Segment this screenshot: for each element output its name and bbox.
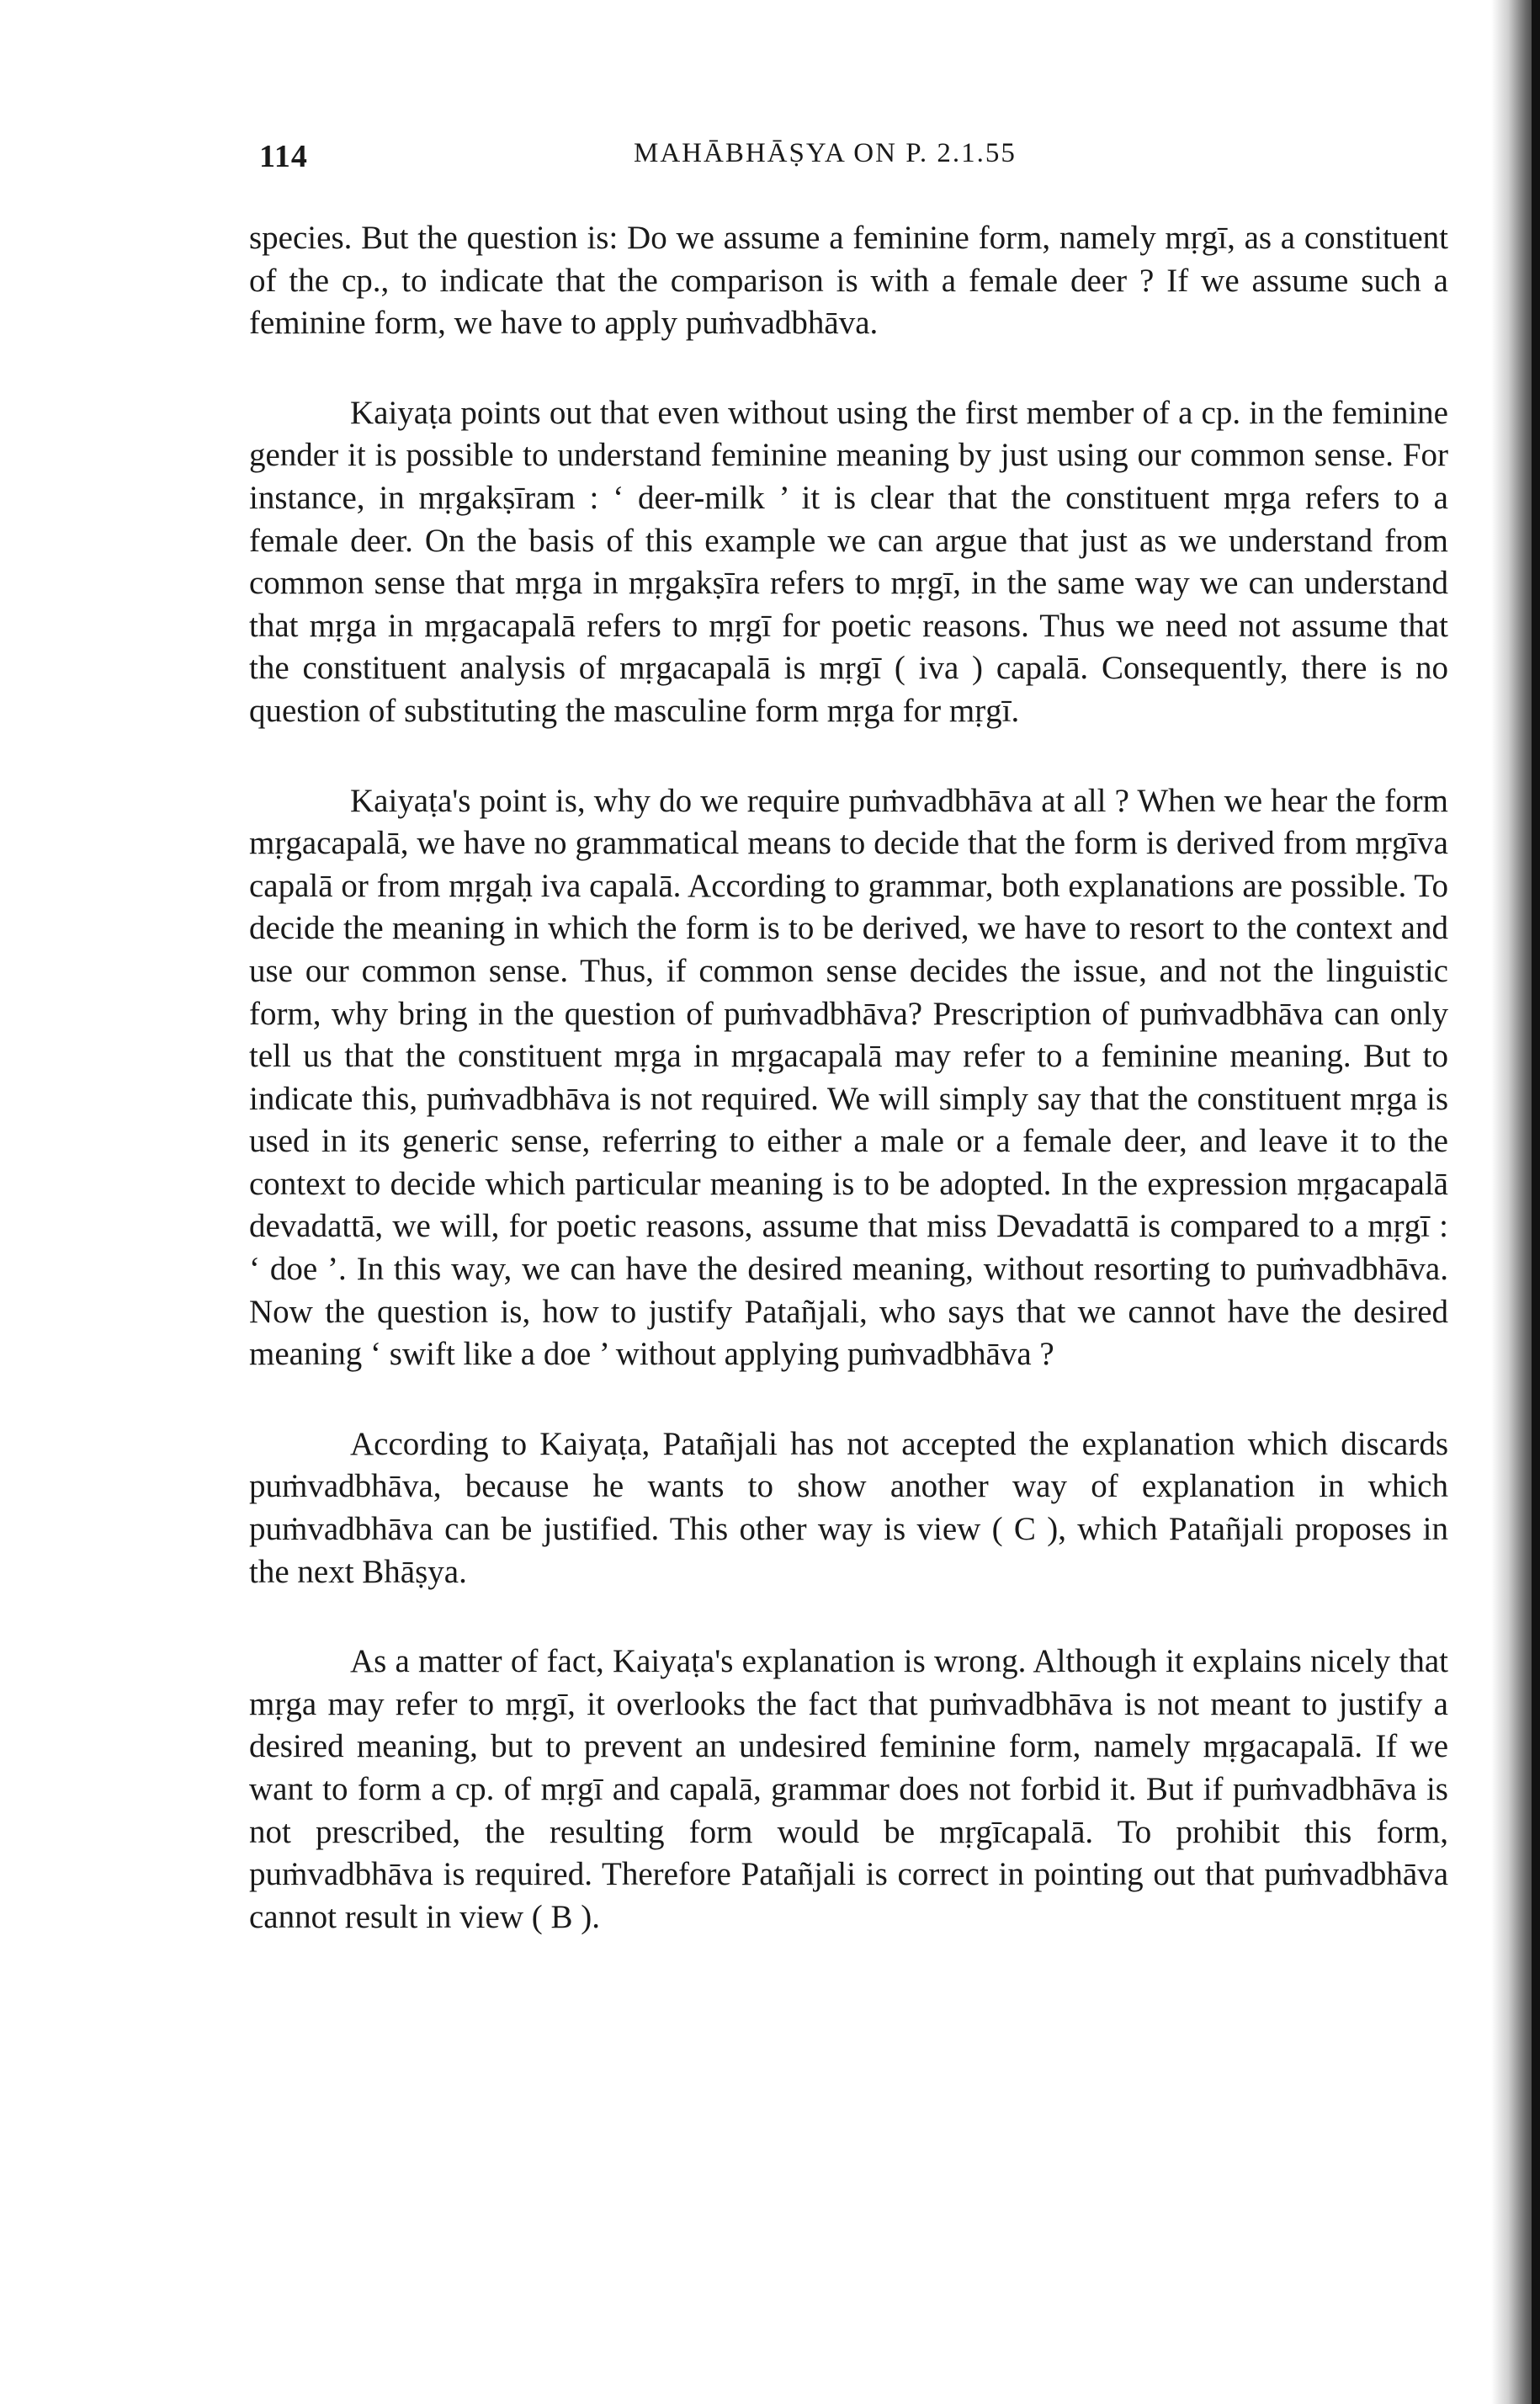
paragraph-2: Kaiyaṭa points out that even without using the first member of a cp. in the feminine gender it is possible to understand feminine meaning by just using our common sense. For instance, in mṛgakṣīram : ‘ deer-milk ’ it is clear that the constituent mṛga refers to a female deer. On the basis of this example we can argue that just as we understand from common sense that mṛga in mṛgakṣīra refers to mṛgī, in the same way we can understand that mṛga in mṛgacapalā refers to mṛgī for poetic reasons. Thus we need not assume that the constituent analysis of mṛgacapalā is mṛgī ( iva ) capalā. Consequently, there is no question of substituting the masculine form mṛga for mṛgī. — [249, 394, 1448, 729]
page-header — [259, 133, 1437, 183]
running-head: MAHĀBHĀṢYA ON P. 2.1.55 — [634, 138, 1017, 168]
body-text — [249, 217, 1448, 1939]
paragraph-3: Kaiyaṭa's point is, why do we require puṁvadbhāva at all ? When we hear the form mṛgacapalā, we have no grammatical means to decide that the form is derived from mṛgīva capalā or from mṛgaḥ iva capalā. According to grammar, both explanations are possible. To decide the meaning in which the form is to be derived, we have to resort to the context and use our common sense. Thus, if common sense decides the issue, and not the linguistic form, why bring in the question of puṁvadbhāva? Prescription of puṁvadbhāva can only tell us that the constituent mṛga in mṛgacapalā may refer to a feminine meaning. But to indicate this, puṁvadbhāva is not required. We will simply say that the constituent mṛga is used in its generic sense, referring to either a male or a female deer, and leave it to the context to decide which particular meaning is to be adopted. In the expression mṛgacapalā devadattā, we will, for poetic reasons, assume that miss Devadattā is compared to a mṛgī : ‘ doe ’. In this way, we can have the desired meaning, without resorting to puṁvadbhāva. Now the question is, how to justify Patañjali, who says that we cannot have the desired meaning ‘ swift like a doe ’ without applying puṁvadbhāva ? — [249, 782, 1448, 1373]
paragraph-4: According to Kaiyaṭa, Patañjali has not accepted the explanation which discards puṁvadbhāva, because he wants to show another way of explanation in which puṁvadbhāva can be justified. This other way is view ( C ), which Patañjali proposes in the next Bhāṣya. — [249, 1425, 1448, 1590]
page-edge-binding — [1532, 0, 1540, 2404]
paragraph-1: species. But the question is: Do we assume a feminine form, namely mṛgī, as a constituent of the cp., to indicate that the comparison is with a female deer ? If we assume such a feminine form, we have to apply puṁvadbhāva. — [249, 220, 1448, 342]
page-number: 114 — [259, 139, 308, 174]
paragraph-5: As a matter of fact, Kaiyaṭa's explanation is wrong. Although it explains nicely that mṛga may refer to mṛgī, it overlooks the fact that puṁvadbhāva is not meant to justify a desired meaning, but to prevent an undesired feminine form, namely mṛgacapalā. If we want to form a cp. of mṛgī and capalā, grammar does not forbid it. But if puṁvadbhāva is not prescribed, the resulting form would be mṛgīcapalā. To prohibit this form, puṁvadbhāva is required. Therefore Patañjali is correct in pointing out that puṁvadbhāva cannot result in view ( B ). — [249, 1643, 1448, 1935]
